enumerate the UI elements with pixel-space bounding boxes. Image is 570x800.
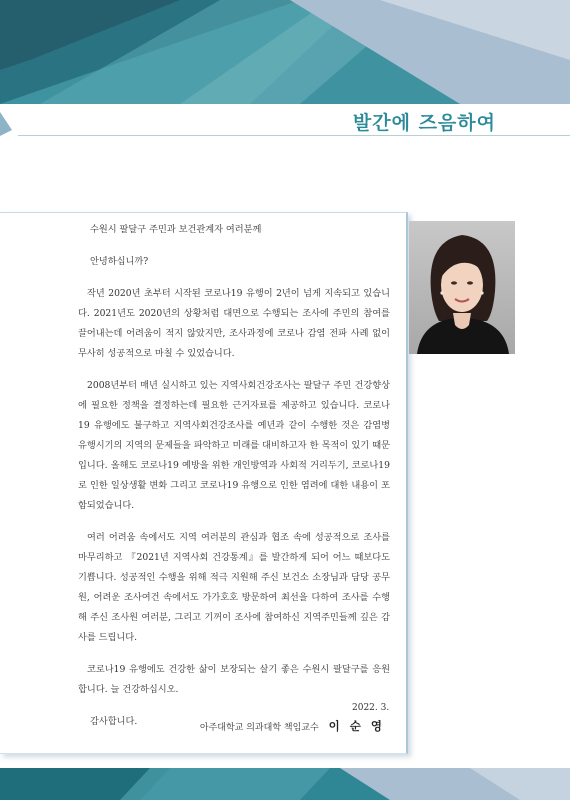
- footer-banner: [0, 768, 570, 800]
- title-divider: [18, 135, 570, 136]
- letter-paragraph-2: 2008년부터 매년 실시하고 있는 지역사회건강조사는 팔달구 주민 건강향상에 필요한 정책을 결정하는데 필요한 근거자료를 제공하고 있습니다. 코로나19 유행에도 불구하고 지역사회건강조사를 예년과 같이 수행한 것은 감염병 유행시기의 지역의 문제들을 파악하고 미래를 대비하고자 한 목적이 있기 때문입니다. 올해도 코로나19 예방을 위한 개인방역과 사회적 거리두기, 코로나19로 인한 일상생활 변화 그리고 코로나19 유행으로 인한 염려에 대한 내용이 포함되었습니다.: [78, 380, 390, 511]
- signature-line: [200, 718, 385, 734]
- letter-paragraph-4: 코로나19 유행에도 건강한 삶이 보장되는 살기 좋은 수원시 팔달구를 응원합니다. 늘 건강하십시오.: [78, 664, 390, 695]
- letter-paragraph-1: 작년 2020년 초부터 시작된 코로나19 유행이 2년이 넘게 지속되고 있습니다. 2021년도 2020년의 상황처럼 대면으로 수행되는 조사에 주민의 참여를 끌어내는데 어려움이 적지 않았지만, 조사과정에 코로나 감염 전파 사례 없이 무사히 성공적으로 마칠 수 있었습니다.: [78, 288, 390, 359]
- letter-paragraph-3: 여러 어려움 속에서도 지역 여러분의 관심과 협조 속에 성공적으로 조사를 마무리하고 『2021년 지역사회 건강통계』를 발간하게 되어 어느 때보다도 기쁩니다. 성공적인 수행을 위해 적극 지원해 주신 보건소 소장님과 담당 공무원, 어려운 조사여건 속에서도 가가호호 방문하여 최선을 다하여 조사를 수행해 주신 조사원 여러분, 그리고 기꺼이 조사에 참여하신 지역주민들께 깊은 감사를 드립니다.: [78, 532, 390, 643]
- letter-salutation: 안녕하십니까?: [90, 256, 149, 267]
- page-title: 발간에 즈음하여: [352, 112, 496, 134]
- letter-closing: 감사합니다.: [90, 716, 138, 727]
- letter-greeting: 수원시 팔달구 주민과 보건관계자 여러분께: [90, 224, 262, 235]
- signature-affiliation: 아주대학교 의과대학 책임교수: [199, 723, 319, 733]
- letter-body: [78, 220, 390, 744]
- author-portrait: [409, 221, 515, 354]
- signature-name: 이 순 영: [328, 719, 385, 733]
- signature-date: 2022. 3.: [352, 703, 390, 713]
